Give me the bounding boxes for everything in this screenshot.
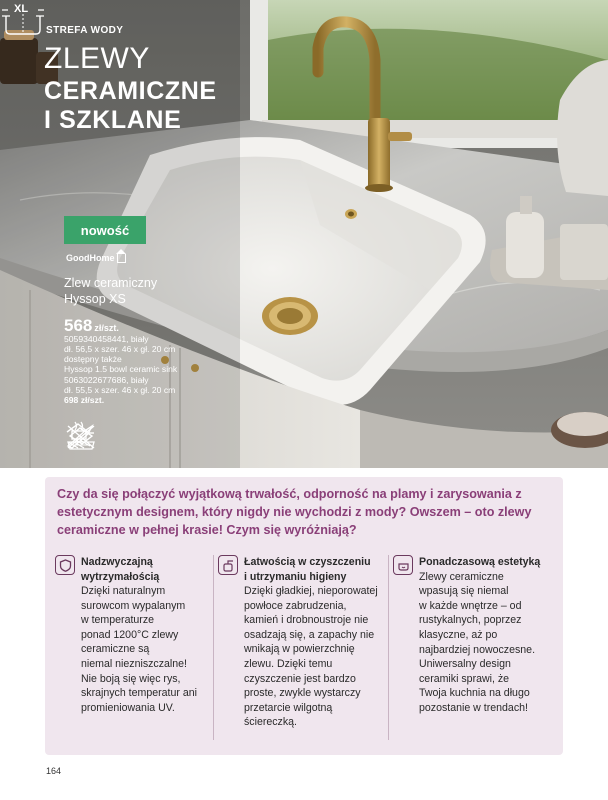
feature-body-line: wnikają w powierzchnię [244,643,355,656]
page-number: 164 [46,766,62,776]
column-divider [388,555,389,740]
feature-body-line: Uniwersalny design [419,658,511,671]
feature-body-line: kamień i drobnoustroje nie [244,614,369,627]
intro-text: Czy da się połączyć wyjątkową trwałość, odporność na plamy i zarysowania z estetycznym designem, który nigdy nie wychodzi z mody? Owszem – oto zlewy ceramiczne w pełnej krasie! Czym się wyróżniają? [57,487,532,537]
feature-body-line: rustykalnych, poprzez [419,614,522,627]
info-card [45,477,563,755]
feature-body-line: najbardziej nowoczesne. [419,643,536,656]
feature-body-line: ściereczką. [244,716,297,729]
soap-dispenser-icon [218,555,238,575]
feature-title [81,555,221,584]
section-label: STREFA WODY [46,25,124,36]
feature-body-line: czyszczenie jest bardzo [244,672,356,685]
detail-line: dostępny także [64,354,122,365]
feature-title-line: Łatwością w czyszczeniu [244,556,371,568]
price-unit: zł/szt. [94,323,119,333]
feature-body-line: w każde wnętrze – od [419,599,522,612]
no-knife-icon [64,418,98,452]
product-details [64,334,214,405]
feature-body-line: promieniowania UV. [81,701,175,714]
page-title [44,44,217,134]
brand-logo [66,253,126,263]
feature-body-line: przetarcie wilgotną [244,701,333,714]
shield-icon [55,555,75,575]
feature-body [419,570,559,716]
title-line-3: I SZKLANE [44,106,182,135]
feature-body-line: Dzięki gładkiej, nieporowatej [244,585,378,597]
feature-title-line: i utrzymaniu higieny [244,570,347,583]
feature-body-line: powłoce zabrudzenia, [244,599,347,612]
feature-body [81,584,221,715]
feature-body-line: skrajnych temperatur ani [81,687,197,700]
feature-body-line: wpasują się niemal [419,585,509,598]
column-divider [213,555,214,740]
xl-label: XL [14,3,29,15]
feature-title [244,555,384,584]
product-price [64,316,119,336]
feature-body-line: zlewu. Dzięki temu [244,658,333,671]
feature-body-line: w temperaturze [81,614,155,627]
product-name-line-1: Zlew ceramiczny [64,276,158,290]
house-icon [117,254,126,263]
detail-line: Hyssop 1.5 bowl ceramic sink [64,364,178,375]
feature-title [419,555,559,570]
feature-body-line: niemal niezniszczalne! [81,658,187,671]
feature-body-line: ponad 1200°C zlewy [81,628,179,641]
feature-body-line: ceramiczne są [81,643,150,656]
product-name [64,276,157,307]
title-line-1: ZLEWY [44,42,150,75]
title-line-2: CERAMICZNE [44,76,217,105]
feature-body-line: Twoja kuchnia na długo [419,687,530,700]
feature-body-line: pozostanie w trendach! [419,701,528,714]
sink-icon [393,555,413,575]
feature-title-line: Ponadczasową estetyką [419,556,541,568]
new-badge: nowość [64,216,146,244]
detail-line: 5063022677686, biały [64,374,149,385]
xl-bowl-icon [0,0,46,36]
feature-body-line: osadzają się, a zapachy nie [244,628,375,641]
feature-body-line: klasyczne, aż po [419,628,498,641]
detail-line: dł. 55,5 x szer. 46 x gł. 20 cm [64,384,176,395]
detail-line: 5059340458441, biały [64,334,149,344]
product-name-line-2: Hyssop XS [64,291,126,306]
price-value: 568 [64,316,93,335]
detail-line: dł. 56,5 x szer. 46 x gł. 20 cm [64,344,176,355]
feature-body-line: Zlewy ceramiczne [419,570,504,583]
brand-name: GoodHome [66,253,115,263]
feature-body-line: proste, zwykle wystarczy [244,687,361,700]
feature-body [244,584,384,730]
feature-body-line: ceramiki sprawi, że [419,672,510,685]
feature-body-line: Dzięki naturalnym [81,585,166,597]
feature-body-line: Nie boją się więc rys, [81,672,181,685]
feature-title-line: wytrzymałością [81,570,160,583]
feature-body-line: surowcom wypalanym [81,599,186,612]
second-price: 698 zł/szt. [64,394,105,405]
feature-title-line: Nadzwyczajną [81,556,153,568]
